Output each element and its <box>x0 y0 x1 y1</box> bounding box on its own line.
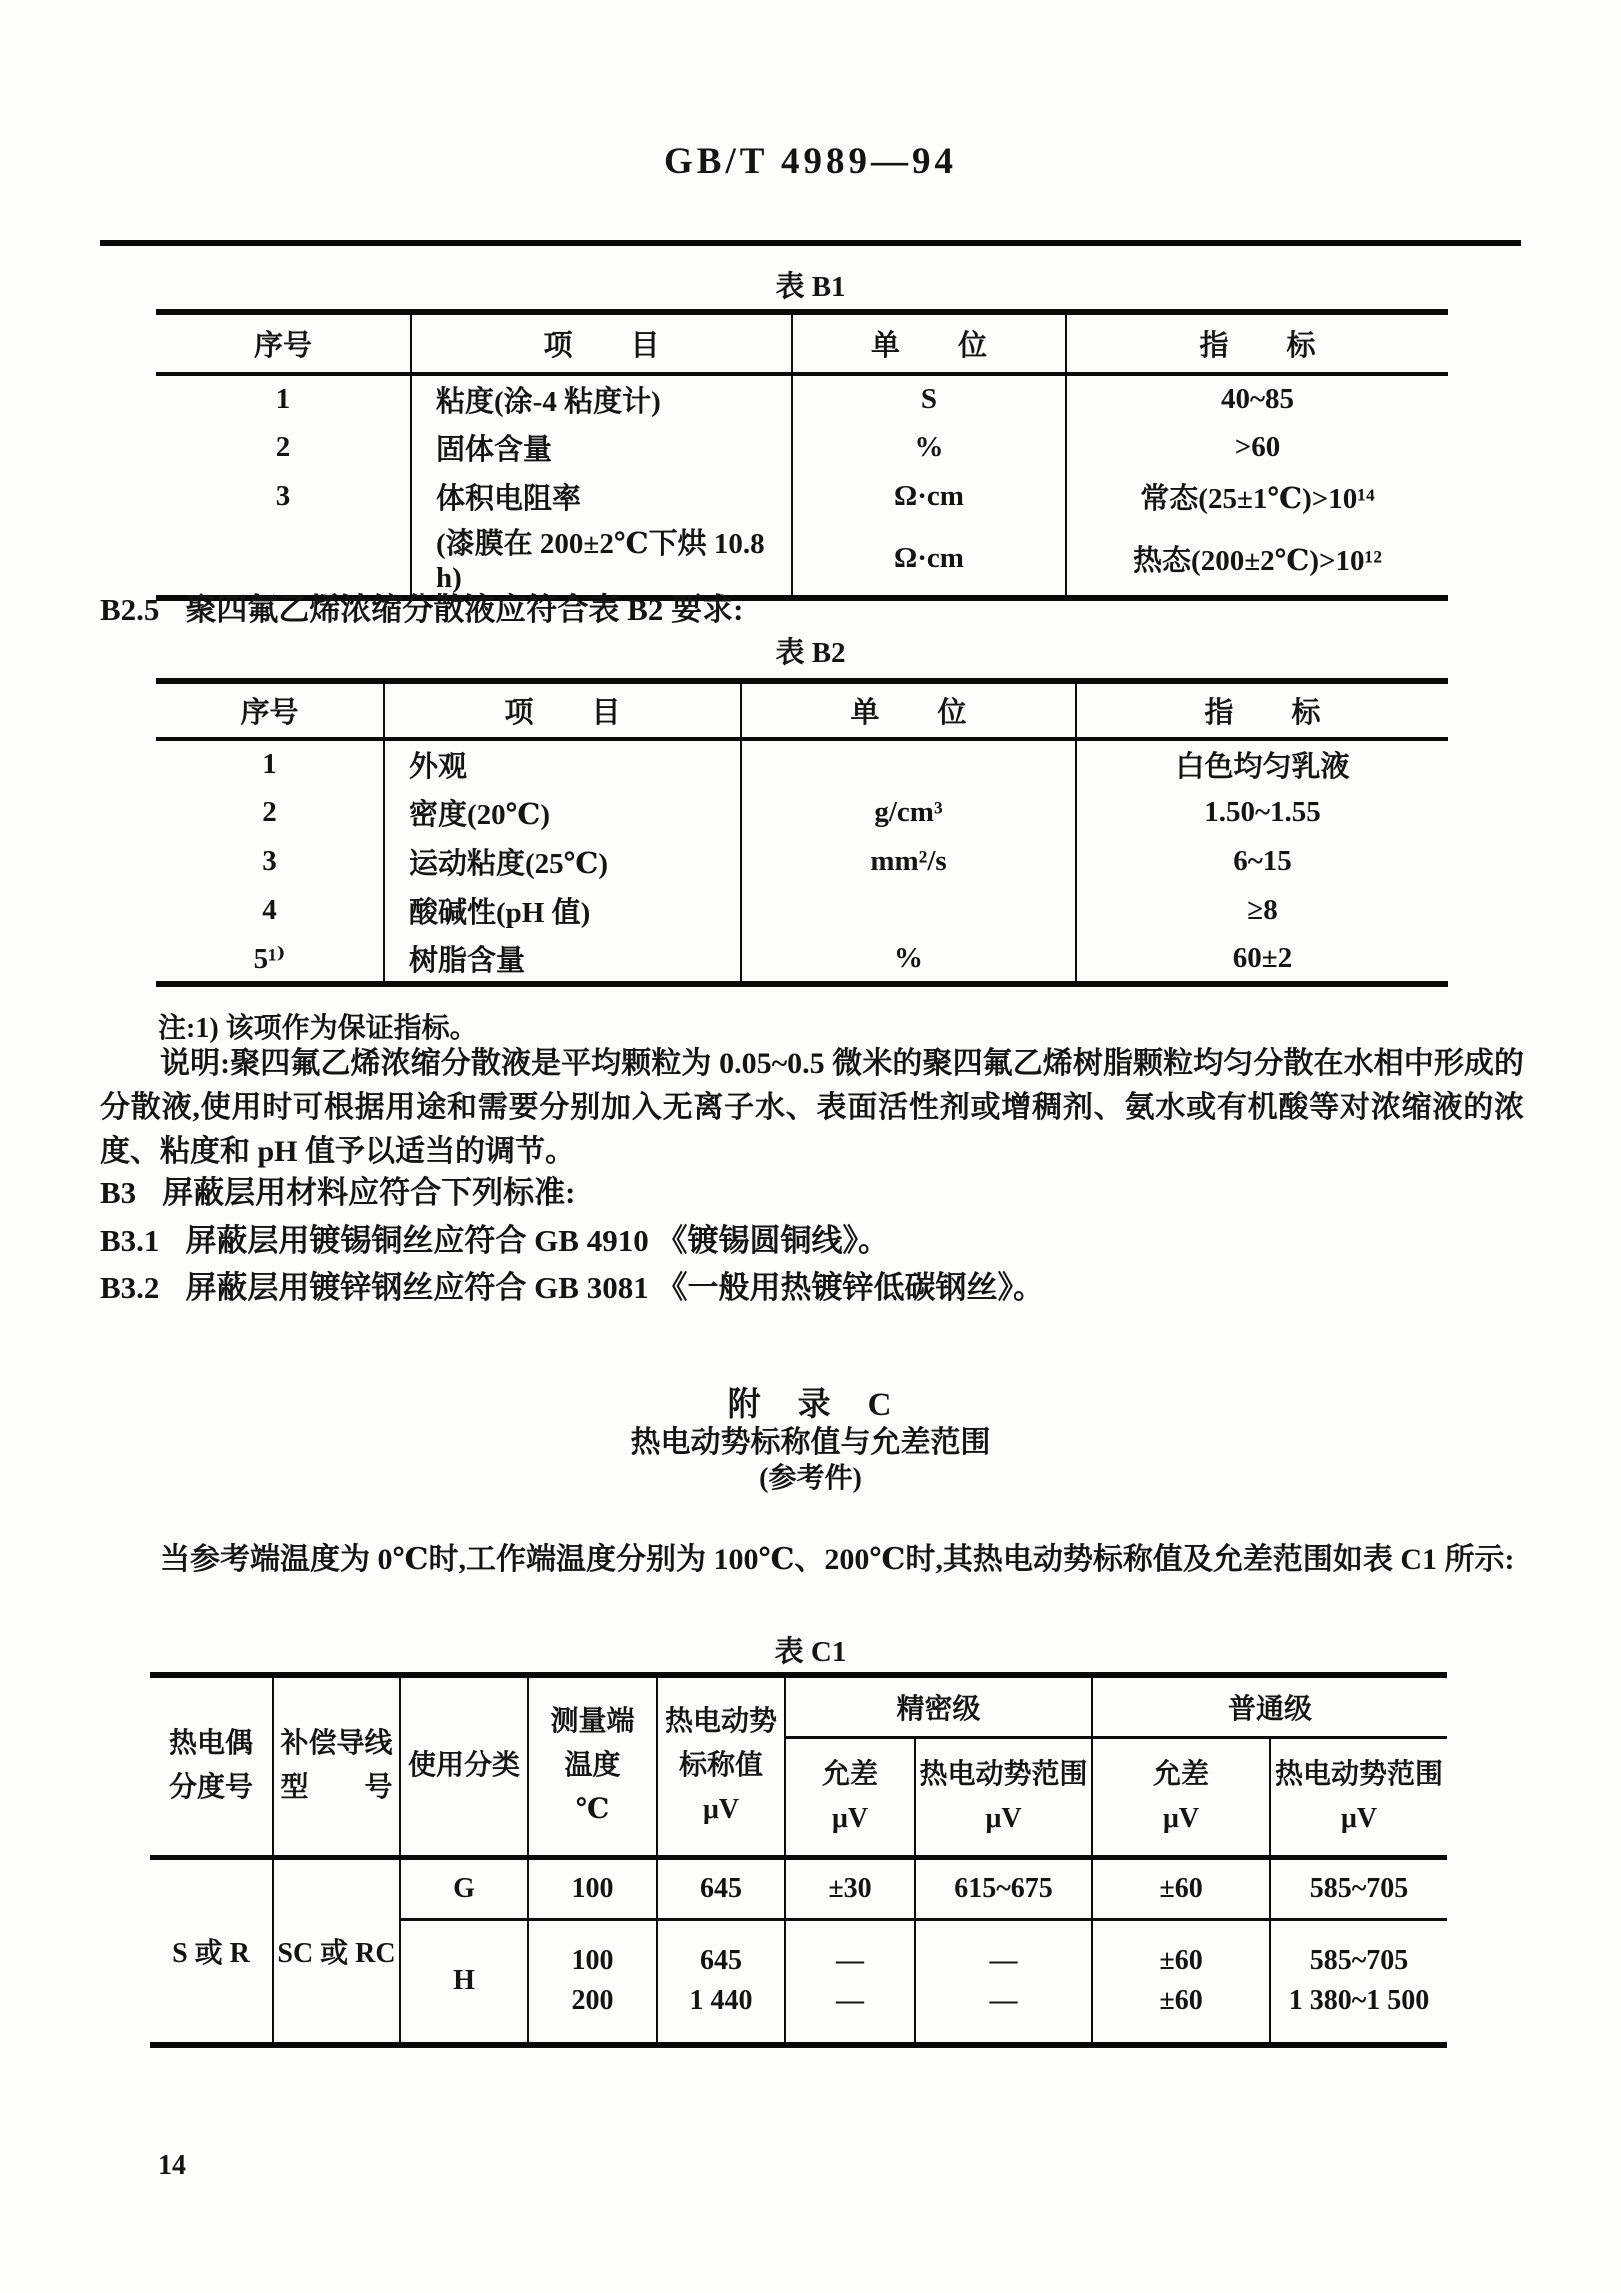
cell-item: 运动粘度(25℃) <box>384 837 741 886</box>
section-text: 屏蔽层用镀锌钢丝应符合 GB 3081 《一般用热镀锌低碳钢丝》。 <box>185 1270 1044 1305</box>
col-header-spec: 指 标 <box>1076 681 1448 739</box>
section-label: B3.2 <box>100 1270 160 1305</box>
table-b1-caption: 表 B1 <box>775 271 846 303</box>
cell-serial: 2 <box>275 431 291 463</box>
cell-emf: 645 1 440 <box>657 1919 785 2045</box>
cell-unit: g/cm³ <box>741 788 1076 837</box>
section-text: 屏蔽层用镀锡铜丝应符合 GB 4910 《镀锡圆铜线》。 <box>185 1223 889 1258</box>
cell-unit: Ω·cm <box>792 521 1066 598</box>
cell-item: 酸碱性(pH 值) <box>384 886 741 935</box>
cell-serial: 1 <box>275 383 291 415</box>
table-c1 <box>150 1672 1447 2048</box>
cell-item: 密度(20℃) <box>384 788 741 837</box>
cell-unit: % <box>741 935 1076 984</box>
table-row <box>156 374 1448 423</box>
cell-serial: 1 <box>262 748 277 780</box>
col-group-precision: 精密级 <box>785 1675 1092 1737</box>
section-b25 <box>100 593 743 627</box>
table-b1-header-row <box>156 312 1448 374</box>
table-c1-header-row-groups <box>150 1675 1447 1737</box>
cell-precision-range: — — <box>915 1919 1092 2045</box>
table-c1-caption: 表 C1 <box>774 1636 847 1668</box>
header-rule <box>100 240 1521 246</box>
table-row <box>156 521 1448 598</box>
table-b1 <box>156 309 1448 601</box>
cell-precision-tolerance: — — <box>785 1919 915 2045</box>
appendix-c-subtitle: 热电动势标称值与允差范围 <box>630 1426 991 1459</box>
appendix-c-title: 附 录 C <box>727 1387 894 1423</box>
cell-spec: 1.50~1.55 <box>1076 788 1448 837</box>
cell-precision-range: 615~675 <box>915 1857 1092 1919</box>
col-header-precision-range: 热电动势范围 μV <box>915 1737 1092 1857</box>
cell-ordinary-range: 585~705 1 380~1 500 <box>1270 1919 1447 2045</box>
col-header-unit: 单 位 <box>741 681 1076 739</box>
cell-serial <box>156 521 411 598</box>
cell-serial: 4 <box>262 894 277 926</box>
cell-usage: H <box>400 1919 528 2045</box>
cell-unit: % <box>792 423 1066 472</box>
section-label: B3.1 <box>100 1223 160 1258</box>
cell-item: 固体含量 <box>411 423 792 472</box>
cell-spec: 6~15 <box>1076 837 1448 886</box>
section-b31 <box>100 1224 889 1258</box>
section-label: B3 <box>100 1175 137 1210</box>
cell-spec: 60±2 <box>1076 935 1448 984</box>
table-row <box>156 935 1448 984</box>
table-row-class-g <box>150 1857 1447 1919</box>
section-text: 屏蔽层用材料应符合下列标准: <box>162 1175 576 1210</box>
appendix-c-intro: 当参考端温度为 0℃时,工作端温度分别为 100℃、200℃时,其热电动势标称值及允差范围如表 C1 所示: <box>160 1543 1515 1576</box>
col-header-precision-tolerance: 允差 μV <box>785 1737 915 1857</box>
table-row <box>156 423 1448 472</box>
col-header-ordinary-range: 热电动势范围 μV <box>1270 1737 1447 1857</box>
col-header-comp-wire: 补偿导线 型 号 <box>273 1675 400 1857</box>
table-b2-header-row <box>156 681 1448 739</box>
col-header-emf-nominal: 热电动势 标称值 μV <box>657 1675 785 1857</box>
cell-thermocouple: S 或 R <box>172 1937 250 1969</box>
cell-unit: Ω·cm <box>792 472 1066 521</box>
cell-serial: 3 <box>262 845 277 877</box>
col-header-ordinary-tolerance: 允差 μV <box>1092 1737 1270 1857</box>
cell-spec: >60 <box>1066 423 1448 472</box>
cell-spec: 白色均匀乳液 <box>1076 739 1448 788</box>
cell-ordinary-tolerance: ±60 ±60 <box>1092 1919 1270 2045</box>
col-header-measuring-temp: 测量端 温度 ℃ <box>528 1675 657 1857</box>
cell-spec: ≥8 <box>1076 886 1448 935</box>
cell-unit <box>741 886 1076 935</box>
col-header-spec: 指 标 <box>1066 312 1448 374</box>
col-header-serial: 序号 <box>156 312 411 374</box>
table-b2 <box>156 678 1448 987</box>
table-b2-caption: 表 B2 <box>775 637 846 669</box>
cell-item: 体积电阻率 <box>411 472 792 521</box>
page-number: 14 <box>158 2150 186 2181</box>
cell-emf: 645 <box>657 1857 785 1919</box>
col-header-item: 项 目 <box>411 312 792 374</box>
col-header-unit: 单 位 <box>792 312 1066 374</box>
section-label: B2.5 <box>100 592 160 627</box>
table-row <box>156 788 1448 837</box>
cell-spec: 常态(25±1℃)>10¹⁴ <box>1066 472 1448 521</box>
cell-unit <box>741 739 1076 788</box>
table-row <box>156 837 1448 886</box>
section-text: 聚四氟乙烯浓缩分散液应符合表 B2 要求: <box>185 592 744 627</box>
cell-spec: 40~85 <box>1066 374 1448 423</box>
cell-spec: 热态(200±2℃)>10¹² <box>1066 521 1448 598</box>
col-group-ordinary: 普通级 <box>1092 1675 1447 1737</box>
cell-comp-wire: SC 或 RC <box>273 1857 400 2045</box>
cell-serial: 3 <box>275 480 291 512</box>
cell-serial: 2 <box>262 796 277 828</box>
cell-temp: 100 200 <box>528 1919 657 2045</box>
cell-item: (漆膜在 200±2℃下烘 10.8 h) <box>411 521 792 598</box>
col-header-serial: 序号 <box>156 681 384 739</box>
cell-ordinary-tolerance: ±60 <box>1092 1857 1270 1919</box>
table-row <box>156 739 1448 788</box>
explanation-paragraph: 说明:聚四氟乙烯浓缩分散液是平均颗粒为 0.05~0.5 微米的聚四氟乙烯树脂颗粒均匀分散在水相中形成的分散液,使用时可根据用途和需要分别加入无离子水、表面活性剂或增稠剂、氨水或有机酸等对浓缩液的浓度、粘度和 pH 值予以适当的调节。 <box>100 1047 1524 1168</box>
cell-temp: 100 <box>528 1857 657 1919</box>
table-row <box>156 886 1448 935</box>
col-header-item: 项 目 <box>384 681 741 739</box>
cell-precision-tolerance: ±30 <box>785 1857 915 1919</box>
cell-unit: S <box>792 374 1066 423</box>
section-b3 <box>100 1176 576 1210</box>
cell-item: 外观 <box>384 739 741 788</box>
cell-usage: G <box>400 1857 528 1919</box>
cell-item: 树脂含量 <box>384 935 741 984</box>
table-b2-footnote: 注:1) 该项作为保证指标。 <box>158 1013 478 1044</box>
table-row <box>156 472 1448 521</box>
appendix-c-reference-note: (参考件) <box>759 1463 862 1494</box>
cell-serial: 5¹⁾ <box>253 942 286 975</box>
cell-item: 粘度(涂-4 粘度计) <box>411 374 792 423</box>
col-header-usage-class: 使用分类 <box>400 1675 528 1857</box>
col-header-thermocouple: 热电偶 分度号 <box>150 1675 273 1857</box>
doc-code-heading: GB/T 4989—94 <box>664 141 957 182</box>
cell-ordinary-range: 585~705 <box>1270 1857 1447 1919</box>
cell-unit: mm²/s <box>741 837 1076 886</box>
section-b32 <box>100 1271 1044 1305</box>
